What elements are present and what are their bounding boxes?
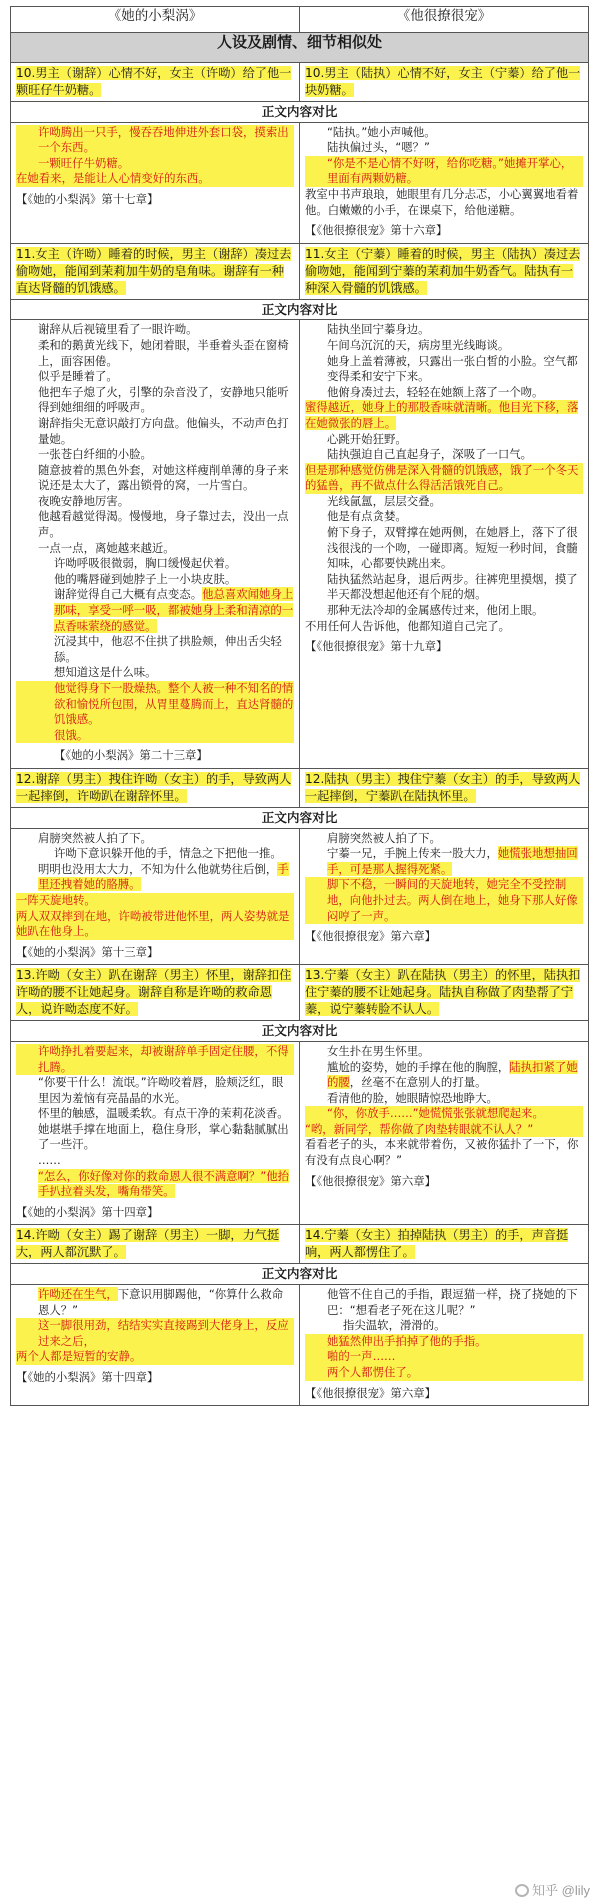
compare-label-row: [11, 299, 589, 320]
paragraph: 他越看越觉得渴。慢慢地，身子靠过去，没出一点声。: [38, 509, 289, 540]
paragraph: 沉浸其中，他忍不住拱了拱脸颊，伸出舌尖轻舔。: [54, 634, 282, 664]
paragraph: 明明也没用太大力，不知为什么他就势往后倒，手里还拽着她的胳膊。: [38, 861, 289, 892]
paragraph: 脚下不稳，一瞬间的天旋地转，她完全不受控制地，向他扑过去。两人倒在地上，她身下那人好像闷哼了一声。: [305, 877, 583, 924]
right-summary-cell: [300, 965, 589, 1021]
source-note: 【《他很撩很宠》第六章】: [305, 1173, 436, 1188]
paragraph: 但是那种感觉仿佛是深入骨髓的饥饿感，饿了一个冬天的猛兽，再不做点什么得活活饿死自己。: [305, 463, 583, 494]
source-note: 【《他很撩很宠》第六章】: [305, 929, 436, 944]
paragraph: 怀里的触感，温暖柔软。有点干净的茉莉花淡香。: [38, 1106, 289, 1121]
paragraph: 心跳开始狂野。: [327, 431, 407, 446]
summary-row: [11, 63, 589, 102]
paragraph: 俯下身子，双臂撑在她两侧，在她唇上，落下了很浅很浅的一个吻，一碰即离。短短一秒时间，食髓知味，心都要快跳出来。: [327, 525, 578, 571]
right-summary: 12.陆执（男主）拽住宁蓁（女主）的手，导致两人一起摔倒，宁蓁趴在陆执怀里。: [305, 771, 581, 803]
paragraph: “哟，新同学，帮你做了肉垫转眼就不认人？”: [305, 1122, 583, 1138]
left-summary: 13.许呦（女主）趴在谢辞（男主）怀里，谢辞扣住许呦的腰不让她起身。谢辞自称是许呦的救命恩人，说许呦态度不好。: [16, 968, 292, 1017]
comparison-table-body: [11, 7, 589, 1406]
right-summary: 11.女主（宁蓁）睡着的时候，男主（陆执）凑过去偷吻她，能闻到宁蓁的茉莉加牛奶香气。陆执有一种深入骨髓的饥饿感。: [305, 246, 581, 295]
paragraph: “你，你放手……”她慌慌张张就想爬起来。: [305, 1106, 583, 1122]
left-summary: 14.许呦（女主）踢了谢辞（男主）一脚，力气挺大，两人都沉默了。: [16, 1228, 280, 1260]
right-summary: 10.男主（陆执）心情不好，女主（宁蓁）给了他一块奶糖。: [305, 66, 581, 97]
paragraph: 陆执偏过头，“嗯？”: [327, 140, 430, 155]
source-note: 【《她的小梨涡》第十三章】: [16, 944, 159, 959]
paragraph: 陆执坐回宁蓁身边。: [327, 322, 430, 337]
source-note: 【《她的小梨涡》第二十三章】: [54, 748, 208, 763]
paragraph: 陆执猛然站起身，退后两步。往裤兜里摸烟，摸了半天都没想起他还有个屁的烟。: [327, 571, 578, 602]
right-excerpt: [300, 1041, 589, 1225]
left-excerpt: [11, 828, 300, 965]
highlighted-phrase: 他总喜欢闻她身上那味，享受一呼一吸，都被她身上柔和清凉的一点香味萦绕的感觉。: [54, 587, 294, 633]
paragraph: 许呦腾出一只手，慢吞吞地伸进外套口袋，摸索出一个东西。: [16, 125, 294, 156]
left-summary: 11.女主（许呦）睡着的时候，男主（谢辞）凑过去偷吻她，能闻到茉莉加牛奶的皂角味。谢辞有一种直达肾髓的饥饿感。: [16, 246, 292, 295]
highlighted-phrase: 蜜得越近，她身上的那股香味就清晰。他目光下移，落在她微张的唇上。: [305, 400, 579, 430]
paragraph: 这一脚很用劲，结结实实直接踢到大佬身上，反应过来之后，: [16, 1318, 294, 1349]
paragraph: 陆执强迫自己直起身子，深吸了一口气。: [327, 447, 533, 462]
summary-row: [11, 1225, 589, 1264]
paragraph: 一点一点，离她越来越近。: [38, 540, 175, 555]
compare-label: 正文内容对比: [11, 1264, 589, 1285]
paragraph: 柔和的鹅黄光线下，她闭着眼，半垂着头歪在窗椅上，面容困倦。: [38, 337, 289, 368]
content-row: [11, 828, 589, 965]
paragraph: 午间乌沉沉的天，病房里光线晦谈。: [327, 337, 510, 352]
source-note: 【《他很撩很宠》第六章】: [305, 1385, 436, 1400]
summary-row: [11, 965, 589, 1021]
highlighted-phrase: 许呦还在生气，: [38, 1287, 118, 1302]
source-note: 【《他很撩很宠》第十九章】: [305, 639, 448, 654]
paragraph: 光线氤氲，层层交叠。: [327, 493, 441, 508]
paragraph: 谢辞觉得自己大概有点变态。他总喜欢闻她身上那味，享受一呼一吸，都被她身上柔和清凉的一点香味萦绕的感觉。: [54, 587, 294, 633]
right-excerpt: [300, 1285, 589, 1406]
paragraph: 肩膀突然被人拍了下。: [38, 830, 152, 845]
paragraph: “你要干什么！流氓。”许呦咬着唇，脸颊泛红，眼里因为羞恼有亮晶晶的水光。: [38, 1075, 284, 1105]
paragraph: 教室中书声琅琅，她眼里有几分忐忑，小心翼翼地看着他。白嫩嫩的小手，在课桌下，给他递糖。: [305, 186, 579, 217]
paragraph: 一张苍白纤细的小脸。: [38, 447, 152, 462]
content-row: [11, 320, 589, 769]
right-excerpt: [300, 828, 589, 965]
source-note: 【《她的小梨涡》第十四章】: [16, 1204, 159, 1219]
left-excerpt: [11, 122, 300, 243]
paragraph: 一阵天旋地转。: [16, 893, 294, 909]
left-summary-cell: [11, 243, 300, 299]
left-summary-cell: [11, 1225, 300, 1264]
right-book-title: 《他很撩很宠》: [300, 7, 589, 33]
compare-label-row: [11, 807, 589, 828]
paragraph: 在她看来，是能让人心情变好的东西。: [16, 171, 294, 187]
paragraph: 似乎是睡着了。: [38, 369, 118, 384]
watermark: [515, 1883, 590, 1899]
left-excerpt: [11, 1285, 300, 1406]
right-summary: 14.宁蓁（女主）拍掉陆执（男主）的手，声音挺响，两人都愣住了。: [305, 1228, 569, 1260]
paragraph: 他是有点贪婪。: [327, 509, 407, 524]
paragraph: 肩膀突然被人拍了下。: [327, 830, 441, 845]
paragraph: 尴尬的姿势，她的手撑在他的胸膛，陆执扣紧了她的腰，丝毫不在意别人的打量。: [327, 1059, 578, 1090]
paragraph: [305, 400, 583, 431]
paragraph: 指尖温软，滑滑的。: [343, 1318, 446, 1333]
highlighted-phrase: “怎么，你好像对你的救命恩人很不满意啊？”他抬手扒拉着头发，嘴角带笑。: [38, 1168, 290, 1199]
paragraph: 他把车子熄了火，引擎的杂音没了，安静地只能听得到她细细的呼吸声。: [38, 384, 289, 415]
compare-label: 正文内容对比: [11, 102, 589, 123]
right-summary-cell: [300, 63, 589, 102]
paragraph: ……: [38, 1153, 61, 1168]
paragraph: “你是不是心情不好呀，给你吃糖。”她摊开掌心，里面有两颗奶糖。: [305, 156, 583, 187]
paragraph: 她猛然伸出手拍掉了他的手指。: [305, 1334, 583, 1350]
paragraph: 那种无法冷却的金属感传过来，他闭上眼。: [327, 603, 544, 618]
banner-title: 人设及剧情、细节相似处: [11, 33, 589, 63]
paragraph: 夜晚安静地厉害。: [38, 493, 130, 508]
paragraph: 许呦呼吸很微弱，胸口缓慢起伏着。: [54, 556, 237, 571]
content-row: [11, 1285, 589, 1406]
paragraph: “陆执。”她小声喊他。: [327, 124, 436, 139]
left-summary-cell: [11, 768, 300, 807]
highlighted-phrase: 陆执扣紧了她的腰: [327, 1059, 578, 1090]
paragraph: [16, 1169, 294, 1200]
right-summary: 13.宁蓁（女主）趴在陆执（男主）的怀里，陆执扣住宁蓁的腰不让她起身。陆执自称做了肉垫帮了宁蓁，说宁蓁转脸不认人。: [305, 968, 581, 1017]
right-summary-cell: [300, 1225, 589, 1264]
paragraph: 宁蓁一兄，手腕上传来一股大力，她慌张地想抽回手，可是那人握得死紧。: [327, 846, 578, 876]
paragraph: 许呦下意识躲开他的手，情急之下把他一推。: [54, 846, 282, 861]
content-row: [11, 1041, 589, 1225]
compare-label: 正文内容对比: [11, 299, 589, 320]
paragraph: 她堪堪手撑在地面上，稳住身形，掌心黏黏腻腻出了一些汗。: [38, 1121, 289, 1152]
paragraph: 谢辞从后视镜里看了一眼许呦。: [38, 322, 198, 337]
left-excerpt: [11, 1041, 300, 1225]
right-summary-cell: [300, 243, 589, 299]
watermark-text: 知乎 @lily: [532, 1883, 590, 1899]
book-title-row: [11, 7, 589, 33]
summary-row: [11, 243, 589, 299]
paragraph: 他管不住自己的手指，跟逗猫一样，挠了挠她的下巴：“想看老子死在这儿呢？”: [327, 1287, 578, 1317]
right-excerpt: [300, 122, 589, 243]
right-summary-cell: [300, 768, 589, 807]
left-summary-cell: [11, 63, 300, 102]
left-summary-cell: [11, 965, 300, 1021]
left-book-title: 《她的小梨涡》: [11, 7, 300, 33]
compare-label-row: [11, 102, 589, 123]
paragraph: 很饿。: [16, 728, 294, 744]
left-summary: 12.谢辞（男主）拽住许呦（女主）的手，导致两人一起摔倒，许呦趴在谢辞怀里。: [16, 771, 292, 803]
paragraph: 不用任何人告诉他，他都知道自己完了。: [305, 618, 511, 633]
paragraph: 他俯身凑过去，轻轻在她额上落了一个吻。: [327, 384, 544, 399]
paragraph: 他的嘴唇碰到她脖子上一小块皮肤。: [54, 571, 237, 586]
highlighted-phrase: 手里还拽着她的胳膊。: [38, 861, 289, 892]
compare-label-row: [11, 1021, 589, 1042]
paragraph: 两人双双摔到在地，许呦被带进他怀里，两人姿势就是她趴在他身上。: [16, 909, 294, 940]
paragraph: 许呦还在生气，下意识用脚踢他，“你算什么救命恩人？”: [38, 1287, 284, 1317]
paragraph: 两个人都是短暂的安静。: [16, 1349, 294, 1365]
compare-label: 正文内容对比: [11, 807, 589, 828]
paragraph: 看看老子的头，本来就带着伤，又被你猛扑了一下，你有没有点良心啊？”: [305, 1137, 579, 1168]
banner-row: [11, 33, 589, 63]
source-note: 【《他很撩很宠》第十六章】: [305, 223, 448, 238]
comparison-table: [10, 6, 589, 1406]
compare-label-row: [11, 1264, 589, 1285]
paragraph: 想知道这是什么味。: [54, 665, 157, 680]
left-summary: 10.男主（谢辞）心情不好，女主（许呦）给了他一颗旺仔牛奶糖。: [16, 66, 292, 97]
compare-label: 正文内容对比: [11, 1021, 589, 1042]
highlighted-phrase: 她慌张地想抽回手，可是那人握得死紧。: [327, 846, 578, 876]
paragraph: 他觉得身下一股燥热。整个人被一种不知名的情欲和愉悦所包围，从胃里蔓腾而上，直达肾髓的饥饿感。: [16, 681, 294, 728]
paragraph: 女生扑在男生怀里。: [327, 1043, 430, 1058]
content-row: [11, 122, 589, 243]
paragraph: 谢辞指尖无意识敲打方向盘。他偏头，不动声色打量她。: [38, 415, 289, 446]
paw-icon: [515, 1884, 529, 1897]
left-excerpt: [11, 320, 300, 769]
source-note: 【《她的小梨涡》第十四章】: [16, 1370, 159, 1384]
paragraph: 看清他的脸，她眼睛惊恐地睁大。: [327, 1090, 498, 1105]
paragraph: 许呦挣扎着要起来，却被谢辞单手固定住腰，不得扎腾。: [16, 1044, 294, 1075]
paragraph: 随意披着的黑色外套，对她这样瘦削单薄的身子来说还是太大了，露出锁骨的窝，一片雪白。: [38, 462, 289, 493]
paragraph: 两个人都愣住了。: [305, 1365, 583, 1381]
paragraph: 一颗旺仔牛奶糖。: [16, 156, 294, 172]
paragraph: 啪的一声……: [305, 1349, 583, 1365]
paragraph: 她身上盖着薄被，只露出一张白皙的小脸。空气都变得柔和安宁下来。: [327, 353, 578, 384]
right-excerpt: [300, 320, 589, 769]
source-note: 【《她的小梨涡》第十七章】: [16, 191, 159, 206]
summary-row: [11, 768, 589, 807]
